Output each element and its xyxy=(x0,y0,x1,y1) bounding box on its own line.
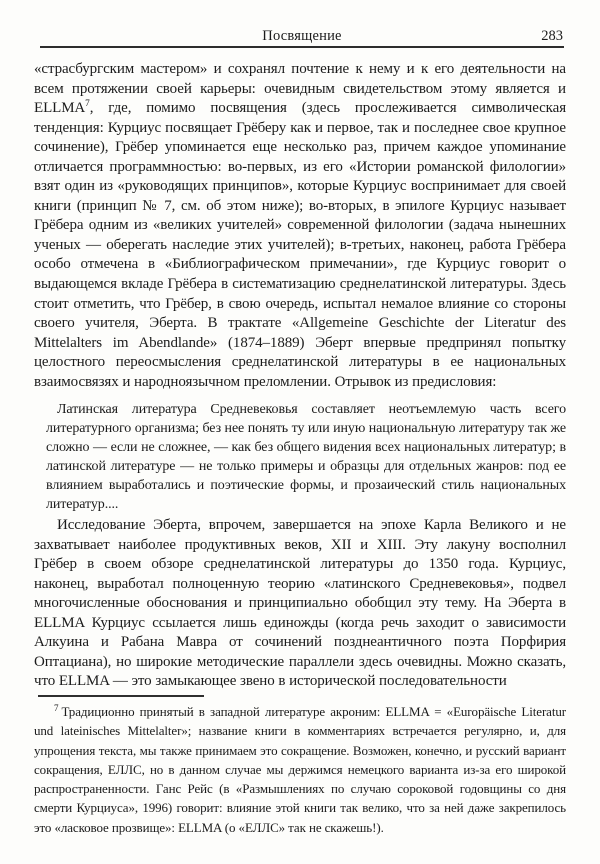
paragraph-1-text-before-ref: «страсбургским мастером» и сохранял почтение к нему и к его деятельности на всем протяжении своей карьеры: очевидным свидетельством этому является и ELLMA xyxy=(34,61,566,117)
paragraph-1-text-after-ref: , где, помимо посвящения (здесь прослеживается символическая тенденция: Курциус посвящает Грёберу как и первое, так и последнее свое крупное сочинение), Грёбер упоминается еще несколько раз, причем каждое упоминание отличается программностью: во-первых, из его «Истории романской филологии» взят один из «руководящих принципов», которые Курциус воспринимает для своей книги (принцип № 7, см. об этом ниже); во-вторых, в эпилоге Курциус называет Грёбера одним из «великих учителей» современной филологии (задача нынешних ученых — оберегать наследие этих учителей); в-третьих, наконец, работа Грёбера особо отмечена в «Библиографическом примечании», где Курциус говорит о выдающемся вкладе Грёбера в систематизацию среднелатинской литературы. Здесь стоит отметить, что Грёбер, в свою очередь, испытал немалое влияние со стороны своего учителя, Эберта. В трактате «Allgemeine Geschichte der Literatur des Mittelalters im Abendlande» (1874–1889) Эберт впервые предпринял попытку целостного переосмысления среднелатинской литературы в ее национальных взаимосвязях и народноязычном преломлении. Отрывок из предисловия: xyxy=(34,100,566,390)
footnote-reference-7: 7 xyxy=(85,99,90,110)
footnote-7-text: Традиционно принятый в западной литературе акроним: ELLMA = «Europäische Literatur und lateinisches Mittelalter»; название книги в комментариях встречается регулярно, и, для упрощения текста, мы также принимаем это сокращение. Возможен, конечно, и русский вариант сокращения, ЕЛЛС, но в данном случае мы держимся немецкого варианта из-за его широкой распространенности. Ганс Рейс (в «Размышлениях по случаю сороковой годовщины со дня смерти Курциуса», 1996) говорит: влияние этой книги так велико, что за ней даже закрепилось это «ласковое прозвище»: ELLMA (о «ЕЛЛС» так не скажешь!). xyxy=(34,704,566,835)
blockquote-preface-excerpt: Латинская литература Средневековья составляет неотъемлемую часть всего литературного организма; без нее понять ту или иную национальную литературу так же сложно — если не сложнее, — как без общего видения всех национальных литератур; в латинской литературе — не только примеры и образцы для отдельных жанров: под ее влиянием выработались и поэтические формы, и прозаический стиль национальных литератур.... xyxy=(46,402,566,512)
header-rule xyxy=(40,46,564,48)
paragraph-1 xyxy=(34,60,566,392)
page-number: 283 xyxy=(541,28,563,44)
footnote-block xyxy=(34,695,566,837)
paragraph-2: Исследование Эберта, впрочем, завершается на эпохе Карла Великого и не захватывает наиболее продуктивных веков, XII и XIII. Эту лакуну восполнил Грёбер в своем обзоре среднелатинской литературы до 1350 года. Курциус, наконец, выработал полноценную теорию «латинского Средневековья», подвел многочисленные обоснования и принципиально обобщил эту тему. На Эберта в ELLMA Курциус ссылается лишь единожды (когда речь заходит о зависимости Алкуина и Рабана Мавра от сочинений позднеантичного поэта Порфирия Оптациана), но широкие методические параллели здесь очевидны. Можно сказать, что ELLMA — это замыкающее звено в исторической последовательности xyxy=(34,517,566,690)
running-header xyxy=(40,27,564,48)
footnote-marker-7: 7 xyxy=(54,702,59,713)
footnote-7 xyxy=(34,702,566,837)
running-title: Посвящение xyxy=(262,28,342,44)
footnote-separator-rule xyxy=(38,695,204,697)
